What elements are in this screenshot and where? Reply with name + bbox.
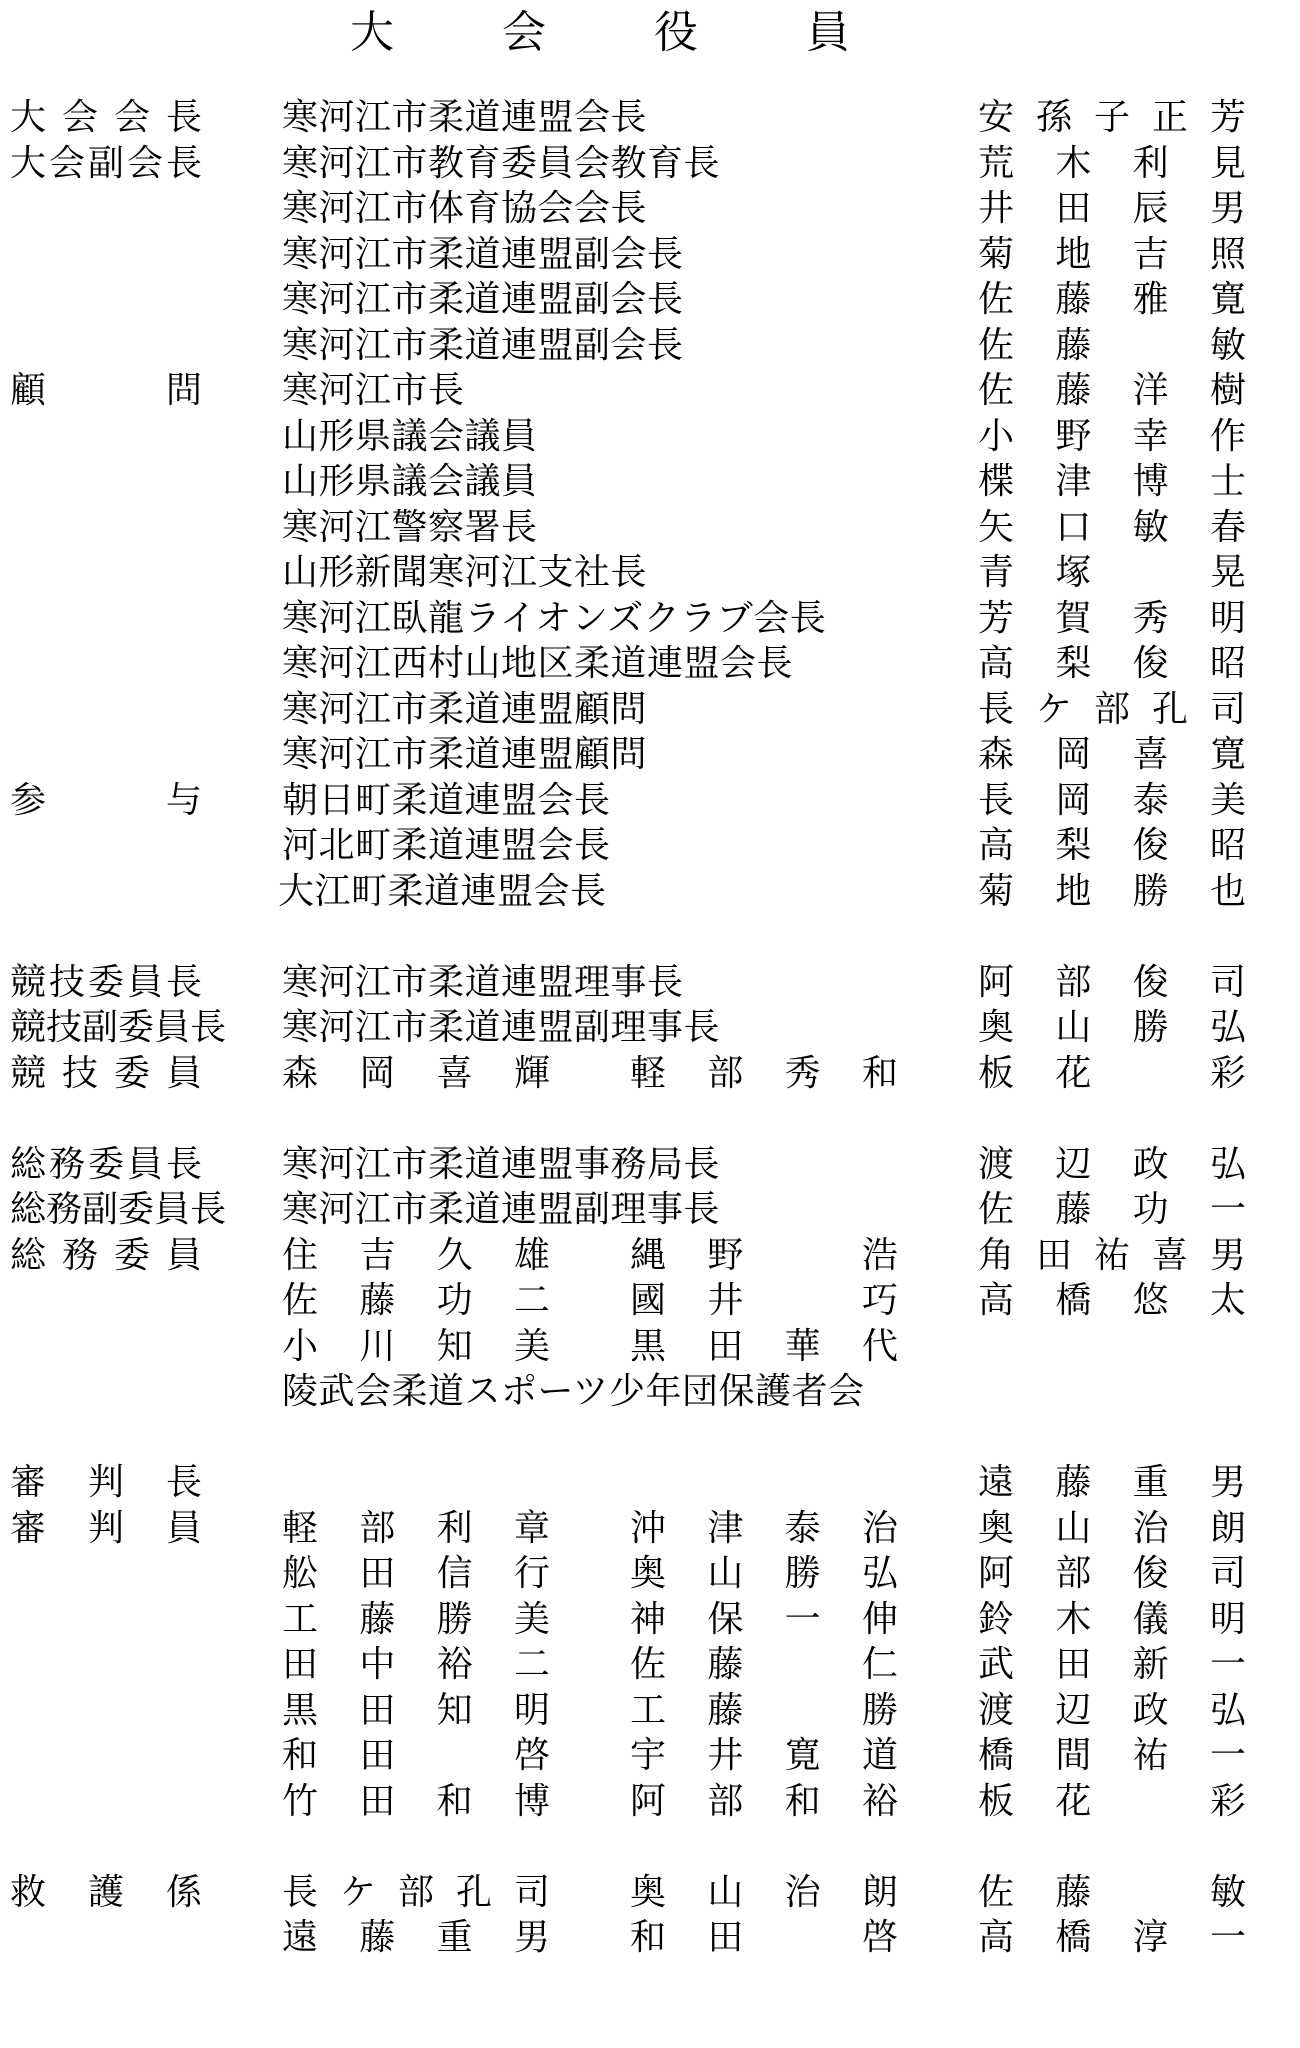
official-name: 高 橋 悠 太 bbox=[978, 1280, 1246, 1321]
organization-title: 朝日町柔道連盟会長 bbox=[282, 779, 611, 821]
official-name: 芳 賀 秀 明 bbox=[978, 597, 1246, 639]
role-label: 競 技 副 委 員 長 bbox=[10, 1007, 227, 1048]
role-label: 大 会 副 会 長 bbox=[10, 142, 202, 184]
organization-title: 寒河江市柔道連盟理事長 bbox=[282, 961, 684, 1003]
official-name: 佐 藤 洋 樹 bbox=[978, 370, 1246, 411]
organization-title: 寒河江市柔道連盟会長 bbox=[282, 97, 648, 138]
official-name: 阿 部 俊 司 bbox=[978, 961, 1246, 1003]
official-name: 楪 津 博 士 bbox=[978, 461, 1246, 502]
roster-row bbox=[0, 1187, 1300, 1233]
roster-row bbox=[0, 732, 1300, 778]
organization-title: 寒河江臥龍ライオンズクラブ会長 bbox=[282, 597, 827, 639]
organization-title: 寒河江市体育協会会長 bbox=[282, 188, 648, 229]
official-name: 佐 藤 雅 寛 bbox=[978, 279, 1246, 320]
roster-row bbox=[0, 687, 1300, 733]
roster-row bbox=[0, 869, 1300, 915]
official-name: 武 田 新 一 bbox=[978, 1644, 1246, 1685]
official-name: 青 塚 晃 bbox=[978, 552, 1246, 593]
role-label: 総 務 副 委 員 長 bbox=[10, 1189, 227, 1230]
organization-title: 寒河江市柔道連盟副会長 bbox=[282, 324, 684, 366]
member-name: 住 吉 久 雄 bbox=[282, 1234, 550, 1276]
roster-row bbox=[0, 1324, 1300, 1370]
member-name: 神 保 一 伸 bbox=[630, 1598, 898, 1640]
member-name: 工 藤 勝 美 bbox=[282, 1598, 550, 1640]
official-name: 井 田 辰 男 bbox=[978, 188, 1246, 229]
roster-row bbox=[0, 1506, 1300, 1552]
organization-title: 寒河江市柔道連盟事務局長 bbox=[282, 1143, 721, 1185]
official-name: 佐 藤 敏 bbox=[978, 1871, 1246, 1913]
roster-row bbox=[0, 414, 1300, 460]
roster-row bbox=[0, 1779, 1300, 1825]
roster-row bbox=[0, 1688, 1300, 1734]
roster-row bbox=[0, 323, 1300, 369]
organization-title: 河北町柔道連盟会長 bbox=[282, 825, 611, 866]
role-label: 競 技 委 員 長 bbox=[10, 961, 202, 1003]
role-label: 審 判 長 bbox=[10, 1462, 202, 1503]
role-label: 救 護 係 bbox=[10, 1871, 202, 1913]
role-label: 審 判 員 bbox=[10, 1507, 202, 1549]
roster-row bbox=[0, 232, 1300, 278]
member-name: 奥 山 治 朗 bbox=[630, 1871, 898, 1913]
roster-row bbox=[0, 1278, 1300, 1324]
roster-row bbox=[0, 1915, 1300, 1961]
official-name: 遠 藤 重 男 bbox=[978, 1462, 1246, 1503]
roster-row bbox=[0, 1870, 1300, 1916]
official-name: 菊 地 吉 照 bbox=[978, 233, 1246, 275]
official-name: 高 橋 淳 一 bbox=[978, 1917, 1246, 1958]
page-title-char: 会 bbox=[502, 7, 546, 58]
roster-row bbox=[0, 368, 1300, 414]
section-gap bbox=[0, 1415, 1300, 1461]
member-name: 沖 津 泰 治 bbox=[630, 1507, 898, 1549]
member-group: 陵武会柔道スポーツ少年団保護者会 bbox=[282, 1371, 865, 1412]
organization-title: 寒河江警察署長 bbox=[282, 506, 538, 548]
member-name: 竹 田 和 博 bbox=[282, 1780, 550, 1822]
organization-title: 寒河江市長 bbox=[282, 370, 465, 411]
roster-row bbox=[0, 1005, 1300, 1051]
official-name: 奥 山 勝 弘 bbox=[978, 1007, 1246, 1048]
official-name: 佐 藤 敏 bbox=[978, 324, 1246, 366]
roster-row bbox=[0, 1597, 1300, 1643]
member-name: 和 田 啓 bbox=[282, 1735, 550, 1776]
roster-row bbox=[0, 1642, 1300, 1688]
page-title-char: 役 bbox=[654, 7, 698, 58]
page-title-char: 大 bbox=[350, 7, 394, 58]
role-label: 総 務 委 員 bbox=[10, 1234, 202, 1276]
organization-title: 寒河江市教育委員会教育長 bbox=[282, 142, 721, 184]
official-name: 高 梨 俊 昭 bbox=[978, 643, 1246, 684]
section-gap bbox=[0, 914, 1300, 960]
role-label: 顧 問 bbox=[10, 370, 202, 411]
member-name: 軽 部 秀 和 bbox=[630, 1052, 898, 1094]
roster-row bbox=[0, 505, 1300, 551]
roster-row bbox=[0, 550, 1300, 596]
official-name: 板 花 彩 bbox=[978, 1052, 1246, 1094]
member-name: 森 岡 喜 輝 bbox=[282, 1052, 550, 1094]
organization-title: 山形新聞寒河江支社長 bbox=[282, 552, 648, 593]
official-name: 長 岡 泰 美 bbox=[978, 779, 1246, 821]
member-name: 宇 井 寛 道 bbox=[630, 1735, 898, 1776]
organization-title: 寒河江市柔道連盟顧問 bbox=[282, 688, 648, 730]
roster-row bbox=[0, 1233, 1300, 1279]
role-label: 競 技 委 員 bbox=[10, 1052, 202, 1094]
official-name: 安 孫 子 正 芳 bbox=[978, 97, 1246, 138]
official-name: 角 田 祐 喜 男 bbox=[978, 1234, 1246, 1276]
organization-title: 山形県議会議員 bbox=[282, 461, 538, 502]
roster-row bbox=[0, 960, 1300, 1006]
organization-title: 山形県議会議員 bbox=[282, 415, 538, 457]
member-name: 黒 田 華 代 bbox=[630, 1325, 898, 1367]
official-name: 渡 辺 政 弘 bbox=[978, 1143, 1246, 1185]
organization-title: 大江町柔道連盟会長 bbox=[278, 870, 607, 912]
official-name: 奥 山 治 朗 bbox=[978, 1507, 1246, 1549]
organization-title: 寒河江市柔道連盟副会長 bbox=[282, 279, 684, 320]
official-name: 佐 藤 功 一 bbox=[978, 1189, 1246, 1230]
member-name: 遠 藤 重 男 bbox=[282, 1917, 550, 1958]
member-name: 工 藤 勝 bbox=[630, 1689, 898, 1731]
member-name: 長 ケ 部 孔 司 bbox=[282, 1871, 550, 1913]
roster-row bbox=[0, 1142, 1300, 1188]
organization-title: 寒河江市柔道連盟副理事長 bbox=[282, 1007, 721, 1048]
roster-row bbox=[0, 1051, 1300, 1097]
member-name: 舩 田 信 行 bbox=[282, 1553, 550, 1594]
official-name: 荒 木 利 見 bbox=[978, 142, 1246, 184]
member-name: 和 田 啓 bbox=[630, 1917, 898, 1958]
official-name: 菊 地 勝 也 bbox=[978, 870, 1246, 912]
roster-row bbox=[0, 596, 1300, 642]
roster-row bbox=[0, 823, 1300, 869]
roster-row bbox=[0, 277, 1300, 323]
member-name: 國 井 巧 bbox=[630, 1280, 898, 1321]
section-gap bbox=[0, 1096, 1300, 1142]
roster-row bbox=[0, 459, 1300, 505]
organization-title: 寒河江市柔道連盟副会長 bbox=[282, 233, 684, 275]
official-name: 矢 口 敏 春 bbox=[978, 506, 1246, 548]
officials-roster bbox=[0, 95, 1300, 1961]
member-name: 佐 藤 功 二 bbox=[282, 1280, 550, 1321]
roster-row bbox=[0, 141, 1300, 187]
official-name: 阿 部 俊 司 bbox=[978, 1553, 1246, 1594]
official-name: 渡 辺 政 弘 bbox=[978, 1689, 1246, 1731]
role-label: 参 与 bbox=[10, 779, 202, 821]
roster-row bbox=[0, 1369, 1300, 1415]
role-label: 総 務 委 員 長 bbox=[10, 1143, 202, 1185]
roster-row bbox=[0, 95, 1300, 141]
official-name: 板 花 彩 bbox=[978, 1780, 1246, 1822]
official-name: 高 梨 俊 昭 bbox=[978, 825, 1246, 866]
member-name: 軽 部 利 章 bbox=[282, 1507, 550, 1549]
member-name: 佐 藤 仁 bbox=[630, 1644, 898, 1685]
roster-row bbox=[0, 778, 1300, 824]
member-name: 阿 部 和 裕 bbox=[630, 1780, 898, 1822]
official-name: 鈴 木 儀 明 bbox=[978, 1598, 1246, 1640]
role-label: 大 会 会 長 bbox=[10, 97, 202, 138]
roster-row bbox=[0, 641, 1300, 687]
roster-row bbox=[0, 186, 1300, 232]
page-title-char: 員 bbox=[806, 7, 850, 58]
roster-row bbox=[0, 1551, 1300, 1597]
page-title bbox=[350, 2, 850, 64]
member-name: 縄 野 浩 bbox=[630, 1234, 898, 1276]
member-name: 黒 田 知 明 bbox=[282, 1689, 550, 1731]
organization-title: 寒河江西村山地区柔道連盟会長 bbox=[282, 643, 794, 684]
member-name: 奥 山 勝 弘 bbox=[630, 1553, 898, 1594]
official-name: 森 岡 喜 寛 bbox=[978, 734, 1246, 775]
organization-title: 寒河江市柔道連盟副理事長 bbox=[282, 1189, 721, 1230]
section-gap bbox=[0, 1824, 1300, 1870]
official-name: 長 ケ 部 孔 司 bbox=[978, 688, 1246, 730]
roster-row bbox=[0, 1460, 1300, 1506]
member-name: 田 中 裕 二 bbox=[282, 1644, 550, 1685]
member-name: 小 川 知 美 bbox=[282, 1325, 550, 1367]
official-name: 橋 間 祐 一 bbox=[978, 1735, 1246, 1776]
roster-row bbox=[0, 1733, 1300, 1779]
official-name: 小 野 幸 作 bbox=[978, 415, 1246, 457]
organization-title: 寒河江市柔道連盟顧問 bbox=[282, 734, 648, 775]
